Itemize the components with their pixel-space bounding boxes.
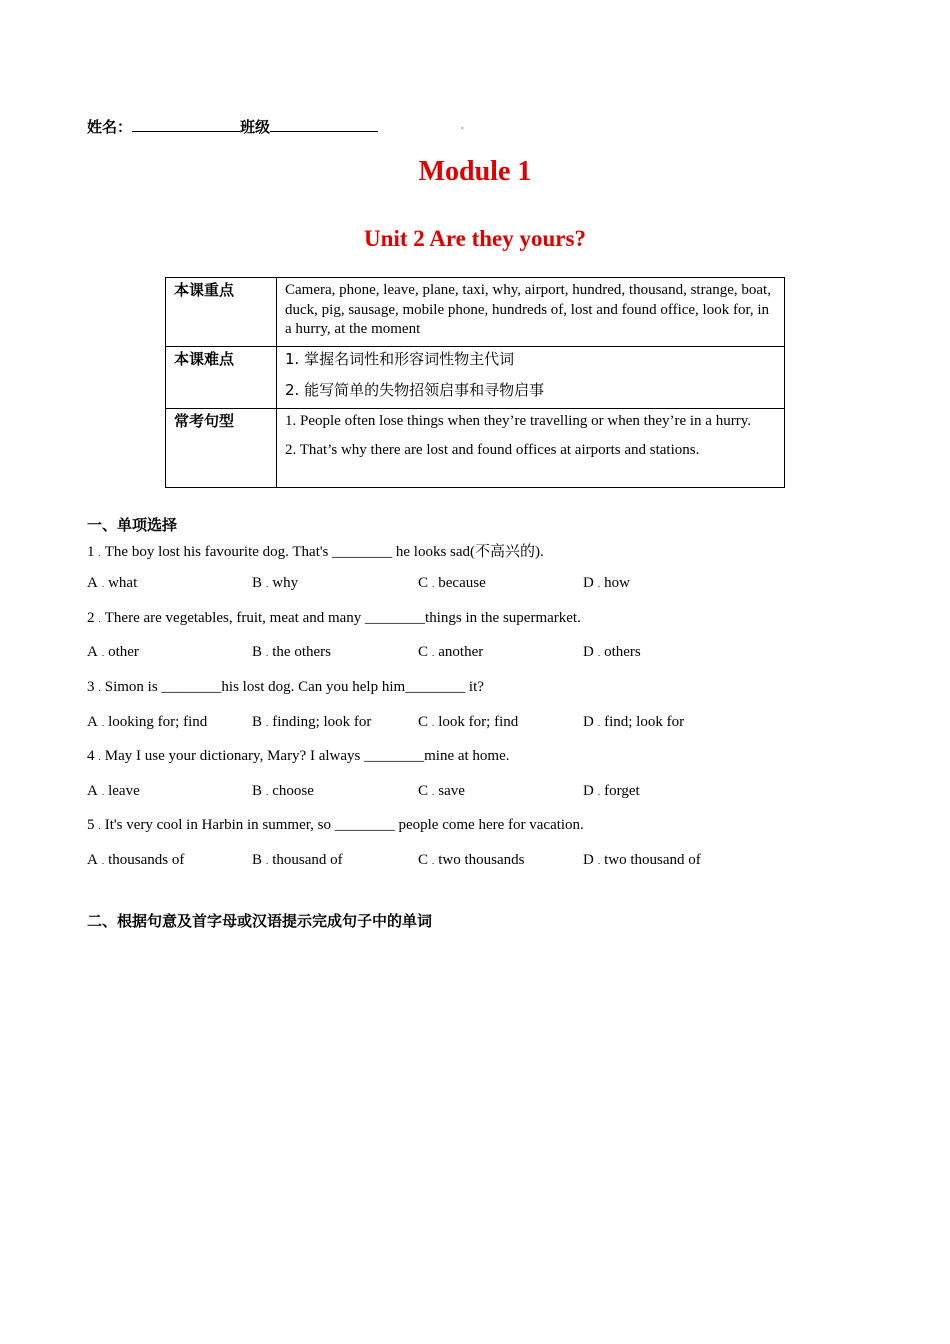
paragraph-mark: •	[461, 124, 464, 133]
class-blank[interactable]	[270, 117, 378, 132]
row-label: 本课难点	[166, 347, 277, 409]
name-label: 姓名：	[87, 118, 133, 136]
option-d[interactable]: D . find; look for	[583, 714, 685, 730]
option-b[interactable]: B . choose	[252, 783, 314, 799]
name-blank[interactable]	[132, 117, 240, 132]
option-a[interactable]: A . leave	[87, 783, 140, 799]
question: 2 . There are vegetables, fruit, meat and many ________things in the supermarket.	[87, 610, 581, 626]
question-text: There are vegetables, fruit, meat and many ________things in the supermarket.	[104, 610, 581, 626]
option-d[interactable]: D . forget	[583, 783, 640, 799]
option-d[interactable]: D . others	[583, 644, 641, 660]
section1-title: 一、单项选择	[87, 516, 178, 534]
option-c[interactable]: C . another	[418, 644, 484, 660]
option-c[interactable]: C . because	[418, 575, 486, 591]
question-number: 2	[87, 610, 95, 626]
option-a[interactable]: A . other	[87, 644, 139, 660]
question: 5 . It's very cool in Harbin in summer, so ________ people come here for vacation.	[87, 817, 584, 833]
row-label: 本课重点	[166, 278, 277, 347]
table-row	[166, 347, 785, 409]
row-content	[277, 409, 785, 488]
question: 3 . Simon is ________his lost dog. Can you help him________ it?	[87, 679, 484, 695]
class-label: 班级	[240, 118, 271, 136]
question-text: May I use your dictionary, Mary? I always ________mine at home.	[104, 748, 510, 764]
content-line: 1. 掌握名词性和形容词性物主代词	[285, 350, 515, 368]
content-line: 2. 能写简单的失物招领启事和寻物启事	[285, 380, 545, 399]
content-line: 1. People often lose things when they’re travelling or when they’re in a hurry.	[285, 413, 751, 429]
section2-title: 二、根据句意及首字母或汉语提示完成句子中的单词	[87, 912, 433, 930]
question-text: The boy lost his favourite dog. That's ________ he looks sad(不高兴的).	[104, 544, 544, 560]
content-line: 2. That’s why there are lost and found offices at airports and stations.	[285, 441, 700, 458]
option-a[interactable]: A . thousands of	[87, 852, 185, 868]
question-number: 5	[87, 817, 95, 833]
question: 1 . The boy lost his favourite dog. That's ________ he looks sad(不高兴的).	[87, 544, 544, 560]
option-c[interactable]: C . two thousands	[418, 852, 525, 868]
question-text: Simon is ________his lost dog. Can you help him________ it?	[104, 679, 484, 695]
row-content	[277, 347, 785, 409]
option-c[interactable]: C . look for; find	[418, 714, 519, 730]
module-title: Module 1	[418, 156, 532, 187]
row-label: 常考句型	[166, 409, 277, 488]
question-text: It's very cool in Harbin in summer, so ________ people come here for vacation.	[104, 817, 584, 833]
unit-title: Unit 2 Are they yours?	[364, 226, 586, 251]
option-b[interactable]: B . the others	[252, 644, 331, 660]
table-row	[166, 278, 785, 347]
question-number: 1	[87, 544, 95, 560]
row-content	[277, 278, 785, 347]
option-d[interactable]: D . how	[583, 575, 630, 591]
option-c[interactable]: C . save	[418, 783, 465, 799]
table-row	[166, 409, 785, 488]
option-d[interactable]: D . two thousand of	[583, 852, 701, 868]
option-b[interactable]: B . finding; look for	[252, 714, 372, 730]
content-line: Camera, phone, leave, plane, taxi, why, airport, hundred, thousand, strange, boat, duck, pig, sausage, mobile phone, hundreds of, lost and found office, look for, in a hurry, at the moment	[285, 282, 771, 337]
student-info-line	[87, 116, 378, 137]
option-a[interactable]: A . what	[87, 575, 138, 591]
option-b[interactable]: B . why	[252, 575, 299, 591]
question-number: 3	[87, 679, 95, 695]
question: 4 . May I use your dictionary, Mary? I always ________mine at home.	[87, 748, 510, 764]
question-number: 4	[87, 748, 95, 764]
option-b[interactable]: B . thousand of	[252, 852, 343, 868]
option-a[interactable]: A . looking for; find	[87, 714, 208, 730]
lesson-info-table	[165, 277, 785, 488]
